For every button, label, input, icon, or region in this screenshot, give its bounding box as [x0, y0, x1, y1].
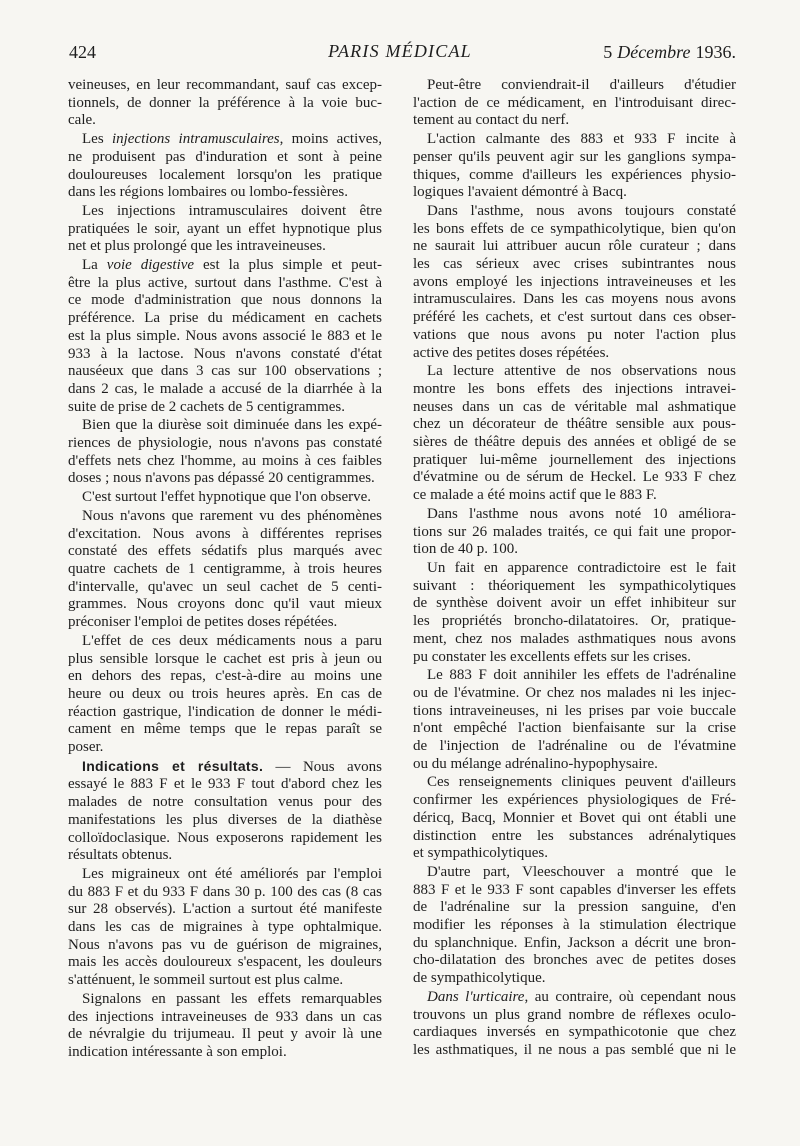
- column-left: [68, 77, 382, 1062]
- text-line: suivant : théoriquement les sympathicolytiques: [413, 577, 736, 594]
- text-line: de l'adrénaline sur la pression sanguine, d'en: [413, 899, 736, 916]
- text-line: des injections intraveineuses de 933 dans un cas: [68, 1008, 382, 1025]
- text-line: tionnels, de donner la préférence à la voie buc-: [68, 94, 382, 111]
- text-line: suite de prise de 2 cachets de 5 centigrammes.: [68, 398, 345, 415]
- paragraph: [68, 257, 382, 416]
- text-line: pratiquées le soir, ayant un effet hypnotique plus: [68, 220, 382, 237]
- text-line: riences de physiologie, nous n'avons pas constaté: [68, 435, 382, 452]
- text-line: La lecture attentive de nos observations nous: [427, 363, 736, 380]
- text-line: avons employé les injections intraveineuses et les: [413, 273, 736, 290]
- text-line: C'est surtout l'effet hypnotique que l'on observe.: [82, 489, 372, 506]
- text-line: Dans l'asthme nous avons noté 10 améliora-: [427, 505, 736, 522]
- text-line: malades de notre consultation venus pour des: [68, 794, 382, 811]
- text-line: 933 à la lactose. Nous n'avons constaté d'état: [68, 345, 382, 362]
- paragraph: [413, 77, 736, 130]
- text-line: chez un décorateur de théâtre sensible aux pous-: [413, 416, 736, 433]
- text-line: préférence. La prise du médicament en cachets: [68, 310, 382, 327]
- text-line: d'excitation. Nous avons à différentes reprises: [68, 525, 382, 542]
- text-line: ne saurait lui attribuer aucun rôle curateur ; dans: [413, 238, 736, 255]
- text-line: pu constater les excellents effets sur les crises.: [413, 648, 691, 665]
- text-line: sières de théâtre depuis des années et obligé de se: [413, 434, 736, 451]
- text-segment: est la plus simple et peut-: [194, 257, 382, 274]
- text-line: douloureuses localement lorsqu'on les pratique: [68, 166, 382, 183]
- text-line: essayé le 883 F et le 933 F tout d'abord chez les: [68, 776, 382, 793]
- text-line: Le 883 F doit annihiler les effets de l'adrénaline: [427, 667, 736, 684]
- date-month: Décembre: [617, 42, 691, 62]
- text-line: constaté des effets sédatifs plus marqués avec: [68, 543, 382, 560]
- paragraph: [413, 203, 736, 362]
- paragraph: [68, 77, 382, 130]
- text-line: de sympathicolytique.: [413, 970, 546, 987]
- text-line: dans 2 cas, le malade a accusé de la diarrhée à la: [68, 380, 382, 397]
- paragraph: [68, 633, 382, 757]
- text-line: ce malade a été moins actif que le 883 F.: [413, 487, 657, 504]
- text-line: tion de 40 p. 100.: [413, 541, 518, 558]
- text-line: L'effet de ces deux médicaments nous a paru: [82, 632, 382, 649]
- text-line: confirmer les expériences physiologiques de Fré-: [413, 792, 736, 809]
- text-line: ou de l'évatmine. Or chez nos malades ni les injec-: [413, 684, 736, 701]
- text-line: Nous n'avons pas vu de guérison de migraines,: [68, 936, 382, 953]
- text-line: penser qu'ils peuvent agir sur les ganglions sympa-: [413, 148, 736, 165]
- text-line: déricq, Bacq, Monnier et Bovet qui ont établi une: [413, 809, 736, 826]
- paragraph: [413, 774, 736, 863]
- text-line: net et plus prolongé que les intraveineuses.: [68, 238, 326, 255]
- text-line: ce mode d'administration que nous donnons la: [68, 292, 382, 309]
- text-line: D'autre part, Vleeschouver a montré que le: [427, 863, 736, 880]
- text-line: préconiser l'emploi de petites doses répétées.: [68, 614, 338, 631]
- text-line: Les migraineux ont été améliorés par l'emploi: [82, 865, 382, 882]
- paragraph: [68, 991, 382, 1062]
- text-line: préféré les cachets, et c'est surtout dans ces obser-: [413, 309, 736, 326]
- text-line: plus sensible lorsque le cachet est pris à jeun ou: [68, 650, 382, 667]
- text-line: distinction entre les substances adrénalytiques: [413, 827, 736, 844]
- text-line: et sympathicolytiques.: [413, 845, 548, 862]
- text-line: Les injections intramusculaires doivent être: [82, 202, 382, 219]
- date-day: 5: [603, 42, 613, 62]
- italic-text: injections intramusculaires: [111, 131, 280, 148]
- text-line: [68, 758, 382, 777]
- text-line: pratiquer lui-même journellement des injections: [413, 451, 736, 468]
- text-line: sur 28 observés). L'action a surtout été manifeste: [68, 901, 382, 918]
- text-line: 883 F et le 933 F sont capables d'inverser les effets: [413, 881, 736, 898]
- text-line: du splanchnique. Enfin, Jackson a décrit une bron-: [413, 934, 736, 951]
- text-line: [68, 131, 382, 149]
- text-line: du 883 F et du 933 F dans 30 p. 100 des cas (8 cas: [68, 883, 382, 900]
- paragraph: [413, 989, 736, 1060]
- paragraph: [413, 864, 736, 988]
- text-line: intramusculaires. Dans les cas moyens nous avons: [413, 291, 736, 308]
- column-right: [413, 77, 736, 1060]
- text-line: les cas sérieux avec crises subintrantes nous: [413, 256, 736, 273]
- date-year: 1936.: [695, 42, 736, 62]
- text-line: logiques l'avaient démontré à Bacq.: [413, 184, 627, 201]
- text-line: les asthmatiques, il ne nous a pas semblé que ni le: [413, 1041, 736, 1058]
- text-line: Peut-être conviendrait-il d'ailleurs d'étudier: [427, 77, 736, 93]
- text-line: dans les cas de migraines à type ophtalmique.: [68, 919, 382, 936]
- paragraph: [68, 508, 382, 632]
- text-line: vations que nous avons pu noter l'action plus: [413, 326, 736, 343]
- text-line: de synthèse doivent avoir un effet inhibiteur sur: [413, 595, 736, 612]
- paragraph: [413, 560, 736, 666]
- text-line: les bons effets de ce sympathicolytique, bien qu'on: [413, 220, 736, 237]
- paragraph: [68, 417, 382, 488]
- text-line: thiques, comme d'ailleurs les expériences physio-: [413, 166, 736, 183]
- text-line: Ces renseignements cliniques peuvent d'ailleurs: [427, 774, 736, 791]
- section-heading: Indications et résultats.: [82, 757, 264, 774]
- text-line: les propriétés broncho-dilatatoires. Or, pratique-: [413, 613, 736, 630]
- text-line: poser.: [68, 739, 104, 756]
- text-line: modifier les réponses à la stimulation électrique: [413, 917, 736, 934]
- text-line: mais les accès douloureux s'espacent, les douleurs: [68, 954, 382, 971]
- text-line: cardiaques inversés en sympathicotonie que chez: [413, 1024, 736, 1041]
- text-line: ne produisent pas d'induration et sont à peine: [68, 148, 382, 165]
- italic-text: Dans l'urticaire: [427, 988, 525, 1005]
- paragraph: [68, 203, 382, 256]
- text-line: neuses dans un cas de véritable mal ashmatique: [413, 398, 736, 415]
- paragraph: [68, 489, 382, 507]
- text-line: résultats obtenus.: [68, 847, 173, 864]
- text-line: cho-dilatation des bronches avec de petites doses: [413, 952, 736, 969]
- text-segment: , au contraire, où cependant nous: [524, 988, 736, 1005]
- text-line: cament en même temps que le repas paraît se: [68, 721, 382, 738]
- paragraph: [413, 667, 736, 773]
- text-line: Signalons en passant les effets remarquables: [82, 990, 382, 1007]
- text-line: Dans l'asthme, nous avons toujours constaté: [427, 202, 736, 219]
- text-line: de l'injection de l'adrénaline ou de l'évatmine: [413, 738, 736, 755]
- text-segment: — Nous avons: [263, 758, 382, 775]
- text-line: ment, chez nos malades asthmatiques nous avons: [413, 630, 736, 647]
- text-line: d'évatmine ou de sérum de Heckel. Le 933 F chez: [413, 469, 736, 486]
- italic-text: voie digestive: [106, 257, 195, 274]
- text-line: L'action calmante des 883 et 933 F incite à: [427, 131, 736, 148]
- running-header: [0, 40, 800, 64]
- text-line: s'atténuent, le sommeil surtout est plus calme.: [68, 972, 344, 989]
- text-line: réaction gastrique, l'indication de donner le médi-: [68, 703, 382, 720]
- text-line: cale.: [68, 112, 96, 129]
- text-line: [68, 257, 382, 275]
- paragraph: [68, 866, 382, 990]
- text-line: active des petites doses répétées.: [413, 344, 610, 361]
- text-line: trouvons un plus grand nombre de réflexes oculo-: [413, 1006, 736, 1023]
- issue-date: [603, 42, 736, 63]
- text-segment: , moins actives,: [279, 131, 382, 148]
- text-line: tions sur 26 malades traités, ce qui fait une propor-: [413, 523, 736, 540]
- text-segment: Les: [82, 131, 112, 148]
- paragraph: [68, 758, 382, 865]
- text-line: de névralgie du trijumeau. Il peut y avoir là une: [68, 1026, 382, 1043]
- text-line: grammes. Nous croyons donc qu'il vaut mieux: [68, 596, 382, 613]
- text-line: Nous n'avons que rarement vu des phénomènes: [82, 507, 382, 524]
- text-line: doses ; nous n'avons pas dépassé 20 centigrammes.: [68, 470, 375, 487]
- text-line: quatre cachets de 1 centigramme, à trois heures: [68, 560, 382, 577]
- text-line: en dehors des repas, c'est-à-dire au moins une: [68, 668, 382, 685]
- text-line: manifestations les plus diverses de la diathèse: [68, 811, 382, 828]
- paragraph: [413, 506, 736, 559]
- page-number: 424: [69, 42, 96, 62]
- text-line: dans les régions lombaires ou lombo-fessières.: [68, 184, 348, 201]
- text-segment: La: [82, 257, 107, 274]
- text-line: heure ou deux ou trois heures après. En cas de: [68, 685, 382, 702]
- paragraph: [68, 131, 382, 202]
- text-line: Un fait en apparence contradictoire est le fait: [427, 559, 736, 576]
- journal-title: PARIS MÉDICAL: [328, 41, 472, 61]
- text-line: n'ont empêché l'action bienfaisante sur la crise: [413, 720, 736, 737]
- text-line: est la plus simple. Nous avons associé le 883 et le: [68, 327, 382, 344]
- text-line: indication intéressante à son emploi.: [68, 1043, 287, 1060]
- text-line: tions intraveineuses, ni les prises par voie buccale: [413, 702, 736, 719]
- text-line: veineuses, en leur recommandant, sauf cas excep-: [68, 77, 382, 93]
- text-line: d'effets nets chez l'homme, au moins à ces faibles: [68, 452, 382, 469]
- text-line: montre les bons effets des injections intravei-: [413, 380, 736, 397]
- paragraph: [413, 363, 736, 505]
- text-line: ou du mélange adrénalino-hypophysaire.: [413, 755, 658, 772]
- text-line: être la plus active, surtout dans l'asthme. C'est à: [68, 274, 382, 291]
- text-line: nauséeux que dans 3 cas sur 100 observations ;: [68, 363, 382, 380]
- text-line: d'intervalle, qu'avec un seul cachet de 5 centi-: [68, 578, 382, 595]
- text-line: l'action de ce médicament, en l'introduisant direc-: [413, 94, 736, 111]
- text-line: tement au contact du nerf.: [413, 112, 570, 129]
- paragraph: [413, 131, 736, 202]
- text-line: Bien que la diurèse soit diminuée dans les expé-: [82, 417, 382, 434]
- text-line: [413, 989, 736, 1007]
- text-line: colloïdoclasique. Nous exposerons rapidement les: [68, 829, 382, 846]
